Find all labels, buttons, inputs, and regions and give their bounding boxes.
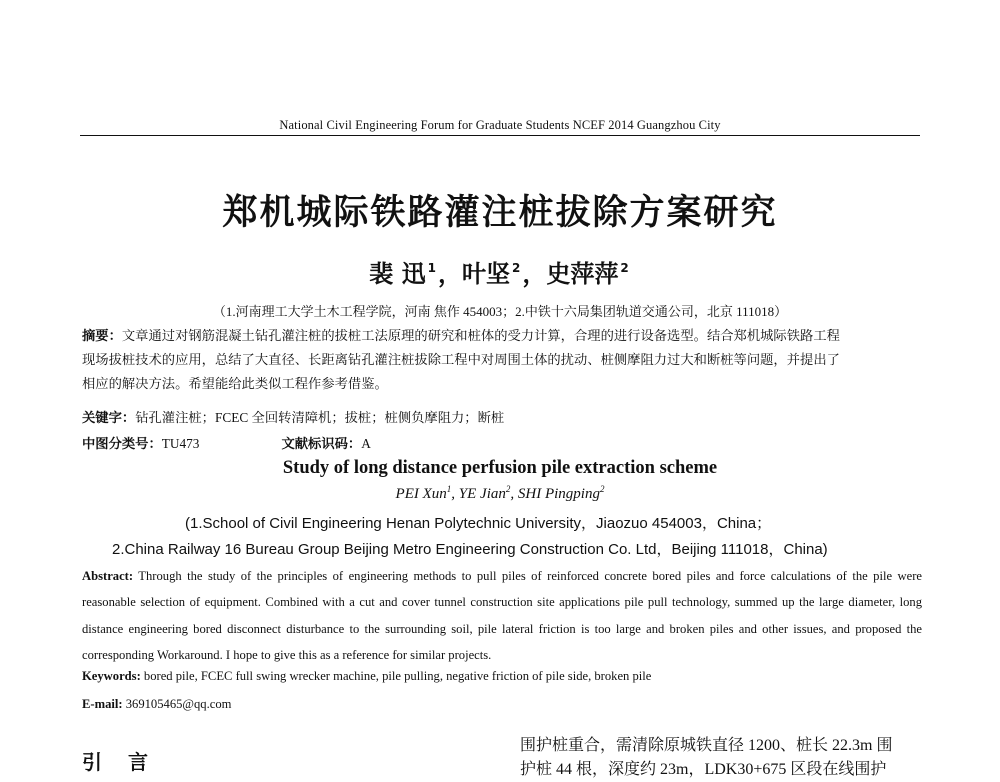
paper-title-en: Study of long distance perfusion pile extraction scheme xyxy=(282,458,718,478)
authors-cn xyxy=(0,254,1000,289)
keywords-cn xyxy=(82,406,922,430)
authors-en: PEI Xun$^1$, YE Jian$^2$, SHI Pingping$^2$ xyxy=(395,484,605,502)
keywords-en-label: Keywords: xyxy=(82,669,141,683)
body-line: 围护桩重合，需清除原城铁直径 1200、桩长 22.3m 围 xyxy=(520,737,893,754)
author-2-affil: 2 xyxy=(512,261,521,275)
abstract-cn xyxy=(82,324,922,396)
author-2: 叶坚 xyxy=(462,260,510,288)
author-3: 史萍萍 xyxy=(546,260,619,288)
author-en-3: SHI Pingping xyxy=(517,486,600,502)
author-1-affil: 1 xyxy=(427,261,436,275)
author-separator: ， xyxy=(438,260,462,288)
author-en-2: YE Jian xyxy=(458,486,506,502)
header-rule xyxy=(80,135,920,136)
running-header: National Civil Engineering Forum for Graduate Students NCEF 2014 Guangzhou City xyxy=(279,118,721,132)
keywords-en-text: bored pile, FCEC full swing wrecker machine, pile pulling, negative friction of pile side, broken pile xyxy=(143,669,652,683)
clc-label: 中图分类号： xyxy=(82,436,162,451)
email-line xyxy=(82,697,922,712)
author-separator: ， xyxy=(522,260,547,288)
doc-code-label: 文献标识码： xyxy=(281,436,362,451)
email-label: E-mail: xyxy=(82,697,123,711)
abstract-cn-line: 摘要：文章通过对钢筋混凝土钻孔灌注桩的拔桩工法原理的研究和桩体的受力计算，合理的进行设备选型。结合郑机城际铁路工程 xyxy=(82,328,840,343)
author-3-affil: 2 xyxy=(620,261,629,275)
affiliation-en-2: 2.China Railway 16 Bureau Group Beijing Metro Engineering Construction Co. Ltd，Beijing 111018，China) xyxy=(112,541,828,558)
keywords-en xyxy=(82,669,922,684)
abstract-en xyxy=(82,563,922,669)
keywords-cn-label: 关键字： xyxy=(82,410,136,425)
abstract-en-text: Through the study of the principles of engineering methods to pull piles of reinforced concrete bored piles and force calculations of the pile were reasonable selection of equipment. Combined with a cut and cover tunnel construction site applications pile pull technology, summed up the large diameter, long distance engineering bored disconnect disturbance to the surrounding soil, pile lateral friction is too large and broken piles and other issues, and proposed the corresponding Workaround. I hope to give this as a reference for similar projects. xyxy=(82,569,922,663)
section-heading-introduction: 引 言 xyxy=(82,750,148,774)
abstract-en-label: Abstract: xyxy=(82,569,134,583)
doc-code-value: A xyxy=(361,436,371,451)
classification-row xyxy=(82,433,922,452)
author-en-1: PEI Xun xyxy=(395,486,447,502)
clc-value: TU473 xyxy=(161,436,200,451)
keywords-cn-text: 钻孔灌注桩；FCEC 全回转清障机；拔桩；桩侧负摩阻力；断桩 xyxy=(135,410,505,425)
affiliation-en-1: (1.School of Civil Engineering Henan Polytechnic University，Jiaozuo 454003，China； xyxy=(185,515,772,532)
body-text-right-column xyxy=(520,734,920,782)
abstract-cn-line: 现场拔桩技术的应用，总结了大直径、长距离钻孔灌注桩拔除工程中对周围土体的扰动、桩侧摩阻力过大和断桩等问题，并提出了 xyxy=(82,352,840,367)
abstract-cn-label: 摘要： xyxy=(82,328,122,343)
abstract-cn-line: 相应的解决方法。希望能给此类似工程作参考借鉴。 xyxy=(82,376,388,391)
body-line: 护桩 44 根，深度约 23m，LDK30+675 区段在线围护 xyxy=(520,761,887,778)
paper-title-cn: 郑机城际铁路灌注桩拔除方案研究 xyxy=(222,193,778,233)
affiliations-cn: （1.河南理工大学土木工程学院，河南 焦作 454003；2.中铁十六局集团轨道交通公司，北京 111018） xyxy=(212,304,788,319)
author-1: 裴 迅 xyxy=(369,260,426,288)
email-value[interactable]: 369105465@qq.com xyxy=(125,697,232,711)
